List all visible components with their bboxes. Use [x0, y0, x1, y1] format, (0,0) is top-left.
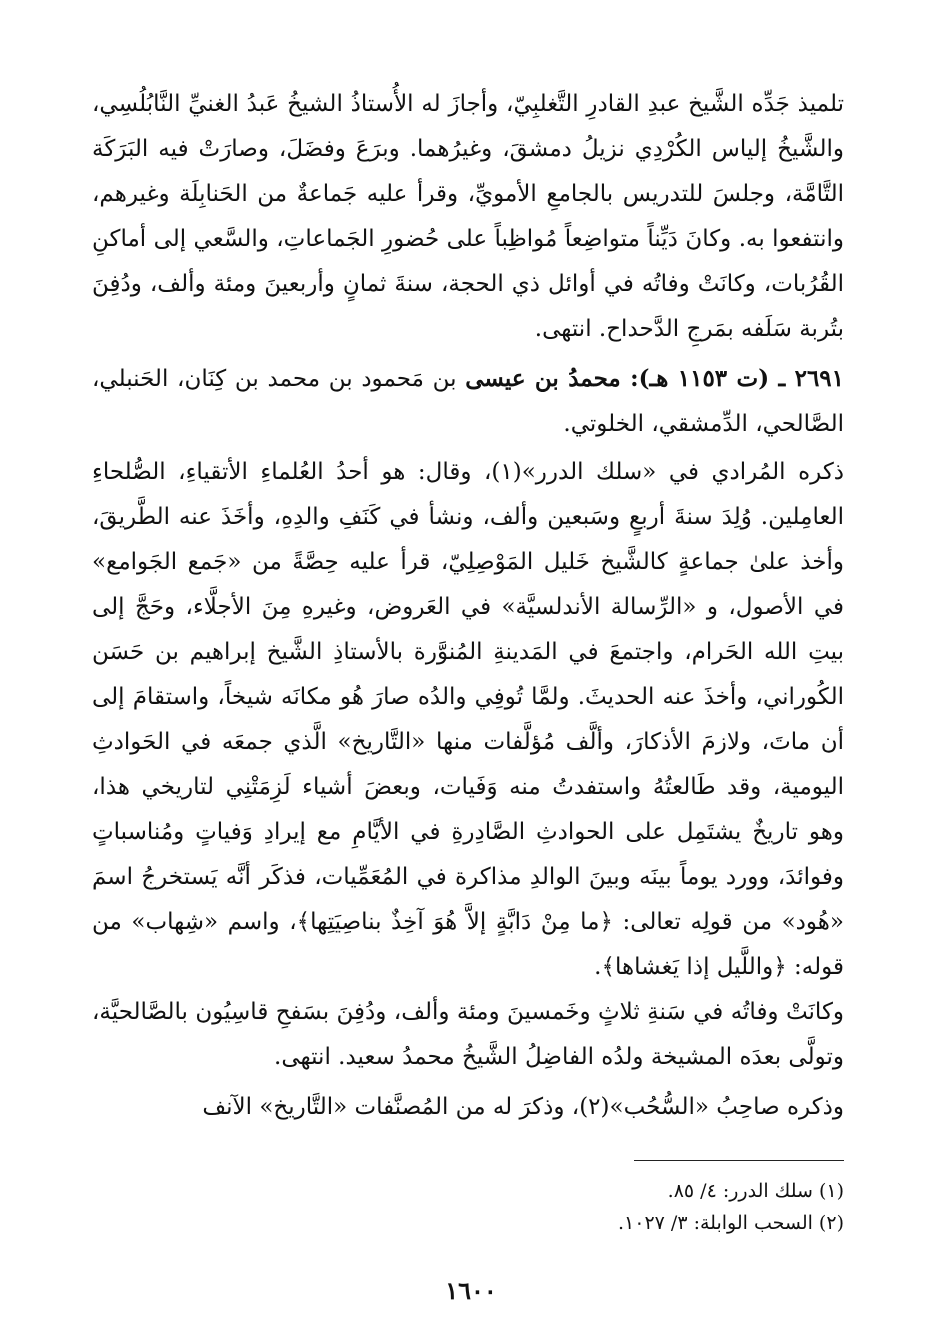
footnote-2: (٢) السحب الوابلة: ٣/ ١٠٢٧. [618, 1212, 844, 1234]
paragraph-continuation: تلميذ جَدِّه الشَّيخ عبدِ القادرِ التَّغلبِيّ، وأجازَ له الأُستاذُ الشيخُ عَبدُ الغنيِّ النَّابُلُسِي، والشَّيخُ إلياس الكُرْدِي نزيلُ دمشقَ، وغيرُهما. وبرَعَ وفضَلَ، وصارَتْ فيه البَرَكَة التَّامَّة، وجلسَ للتدريس بالجامعِ الأمويِّ، وقرأ عليه جَماعةٌ من الحَنابِلَة وغيرهم، وانتفعوا به. وكانَ دَيِّناً متواضِعاً مُواظِباً على حُضورِ الجَماعاتِ، والسَّعي إلى أماكنِ القُرُبات، وكانَتْ وفاتُه في أوائل ذي الحجة، سنةَ ثمانٍ وأربعينَ ومئة وألف، ودُفِنَ بتُربة سَلَفه بمَرجِ الدَّحداح. انتهى. [92, 91, 844, 342]
footnote-divider [634, 1160, 844, 1161]
entry-lineage: بن مَحمود بن محمد بن كِنَان، الحَنبلي، الصَّالحي، الدِّمشقي، الخلوتي. [92, 366, 844, 437]
paragraph-biography: ذكره المُرادي في «سلك الدرر»(١)، وقال: هو أحدُ العُلماءِ الأتقياءِ، الصُّلحاءِ العامِلين. وُلِدَ سنةَ أربعٍ وسَبعين وألف، ونشأ في كَنَفِ والدِهِ، وأخَذَ عنه الطَّريقَ، وأخذ علىٰ جماعةٍ كالشَّيخ خَليل المَوْصِلِيّ، قرأ عليه حِصَّةً من «جَمع الجَوامع» في الأصول، و «الرِّسالة الأندلسيَّة» في العَروض، وغيرهِ مِنَ الأجلَّاء، وحَجَّ إلى بيتِ الله الحَرام، واجتمعَ في المَدينةِ المُنوَّرة بالأستاذِ الشَّيخ إبراهيم بن حَسَن الكُوراني، وأخذَ عنه الحديثَ. ولمَّا تُوفِي والدُه صارَ هُو مكانَه شيخاً، واستقامَ إلى أن ماتَ، ولازمَ الأذكارَ، وألَّف مُؤلَّفات منها «التَّاريخ» الَّذي جمعَه في الحَوادثِ اليومية، وقد طَالعتُهُ واستفدتُ منه وَفَيات، وبعضَ أشياء لَزِمَتْنِي لتاريخي هذا، وهو تاريخٌ يشتَمِل على الحوادثِ الصَّادِرةِ في الأيَّامِ مع إيرادِ وَفياتٍ ومُناسباتٍ وفوائدَ، وورد يوماً بينَه وبينَ الوالدِ مذاكرة في المُعَمِّيات، فذكَر أنَّه يَستخرجُ اسمَ «هُود» من قولِه تعالى: ﴿ما مِنْ دَابَّةٍ إلاَّ هُوَ آخِذٌ بناصِيَتِها﴾، واسم «شِهاب» من قوله: ﴿واللَّيل إذا يَغشاها﴾. [92, 459, 845, 980]
paragraph-sources: وذكره صاحِبُ «السُّحُب»(٢)، وذكرَ له من المُصنَّفات «التَّاريخ» الآنف [202, 1094, 844, 1120]
paragraph-death: وكانَتْ وفاتُه في سَنةِ ثلاثٍ وخَمسينَ ومئة وألف، ودُفِنَ بسَفحِ قاسِيُون بالصَّالحيَّة، وتولَّى بعدَه المشيخة ولدُه الفاضِلُ الشَّيخُ محمدُ سعيد. انتهى. [92, 999, 844, 1070]
page-number: ١٦٠٠ [445, 1276, 497, 1305]
entry-heading-paragraph [92, 356, 844, 447]
entry-number-and-name: ٢٦٩١ ـ (ت ١١٥٣ هـ): محمدُ بن عيسى [465, 365, 845, 392]
footnote-1: (١) سلك الدرر: ٤/ ٨٥. [667, 1180, 844, 1202]
